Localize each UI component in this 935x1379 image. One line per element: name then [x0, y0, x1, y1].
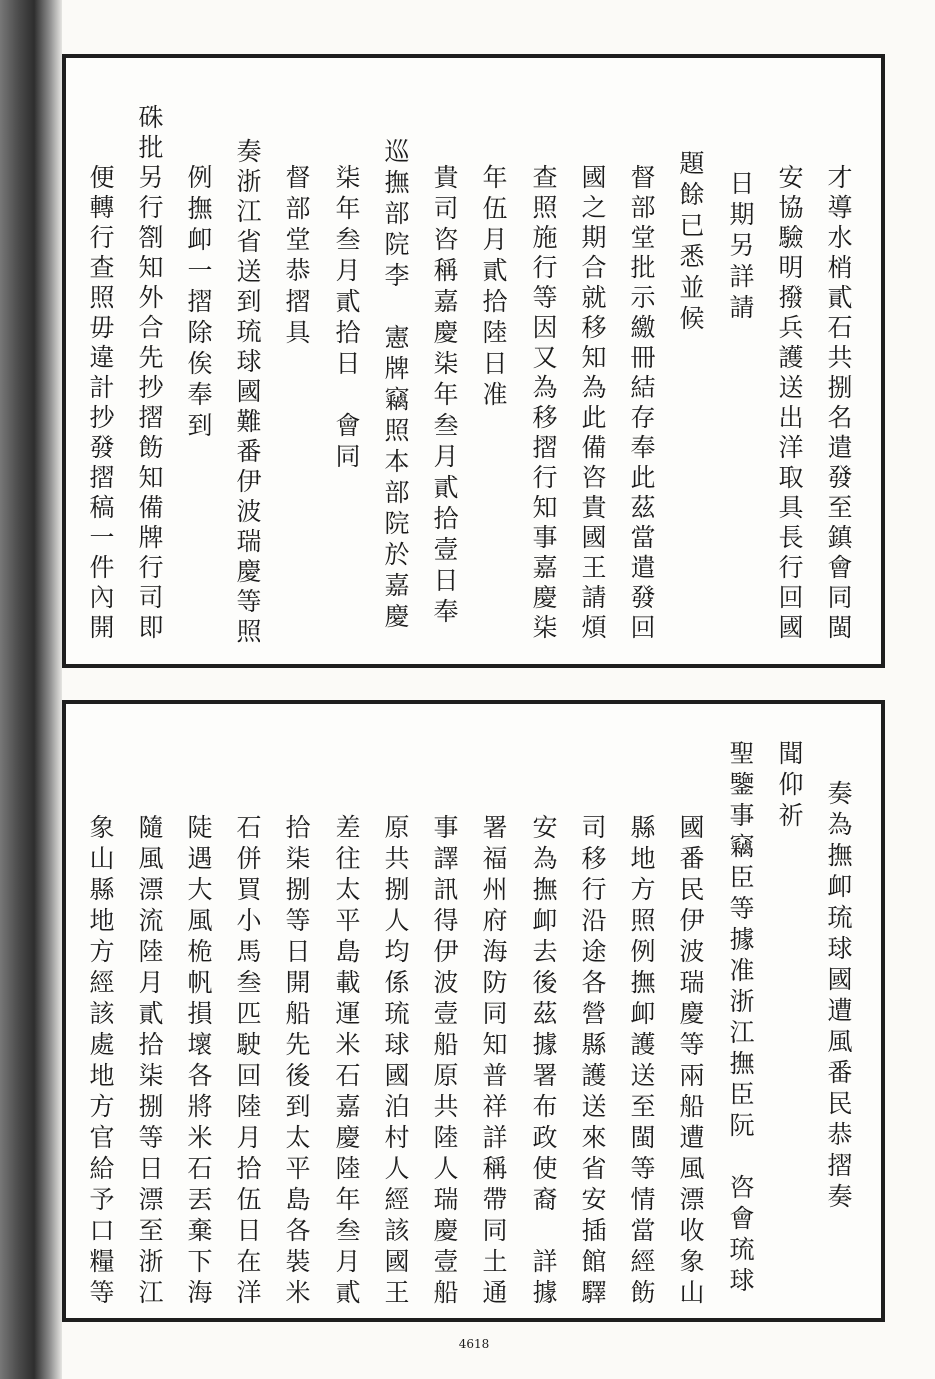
text-column: 奏為撫卹琉球國遭風番民恭摺奏: [824, 780, 853, 1214]
text-column: 巡撫部院李 憲牌竊照本部院於嘉慶: [381, 138, 410, 634]
text-column: 督部堂批示繳冊結存奉此茲當遣發回: [627, 164, 656, 644]
text-column: 聞仰祈: [775, 740, 804, 833]
text-column: 奏浙江省送到琉球國難番伊波瑞慶等照: [233, 138, 262, 648]
text-column: 國之期合就移知為此備咨貴國王請煩: [578, 164, 607, 644]
text-column: 便轉行查照毋違計抄發摺稿一件內開: [86, 164, 115, 644]
text-column: 安協驗明撥兵護送出洋取具長行回國: [775, 164, 804, 644]
text-column: 縣地方照例撫卹護送至閩等情當經飭: [627, 814, 656, 1310]
text-column: 隨風漂流陸月貳拾柒捌等日漂至浙江: [135, 814, 164, 1310]
text-column: 例撫卹一摺除俟奉到: [184, 164, 213, 443]
text-column: 安為撫卹去後茲據署布政使裔 詳據: [529, 814, 558, 1310]
text-column: 才導水梢貳石共捌名遣發至鎮會同閩: [824, 164, 853, 644]
text-column: 署福州府海防同知普祥詳稱帶同土通: [479, 814, 508, 1310]
text-column: 硃批另行劄知外合先抄摺飭知備牌行司即: [135, 104, 164, 644]
text-column: 石併買小馬叁匹駛回陸月拾伍日在洋: [233, 814, 262, 1310]
top-text-panel: [62, 54, 885, 668]
text-column: 督部堂恭摺具: [282, 164, 311, 350]
page-number: 4618: [458, 1337, 490, 1351]
text-column: 原共捌人均係琉球國泊村人經該國王: [381, 814, 410, 1310]
text-column: 柒年叁月貳拾日 會同: [332, 164, 361, 474]
text-column: 拾柒捌等日開船先後到太平島各裝米: [282, 814, 311, 1310]
bottom-text-panel: [62, 700, 885, 1322]
text-column: 貴司咨稱嘉慶柒年叁月貳拾壹日奉: [430, 164, 459, 629]
text-column: 日期另詳請: [726, 170, 755, 325]
text-column: 司移行沿途各營縣護送來省安插館驛: [578, 814, 607, 1310]
text-column: 題餘已悉並候: [676, 150, 705, 336]
text-column: 事譯訊得伊波壹船原共陸人瑞慶壹船: [430, 814, 459, 1310]
book-spine-shadow: [0, 0, 62, 1379]
text-column: 年伍月貳拾陸日准: [479, 164, 508, 412]
text-column: 國番民伊波瑞慶等兩船遭風漂收象山: [676, 814, 705, 1310]
text-column: 陡遇大風桅帆損壞各將米石丟棄下海: [184, 814, 213, 1310]
text-column: 象山縣地方經該處地方官給予口糧等: [86, 814, 115, 1310]
text-column: 查照施行等因又為移摺行知事嘉慶柒: [529, 164, 558, 644]
text-column: 差往太平島載運米石嘉慶陸年叁月貳: [332, 814, 361, 1310]
text-column: 聖鑒事竊臣等據准浙江撫臣阮 咨會琉球: [726, 740, 755, 1298]
